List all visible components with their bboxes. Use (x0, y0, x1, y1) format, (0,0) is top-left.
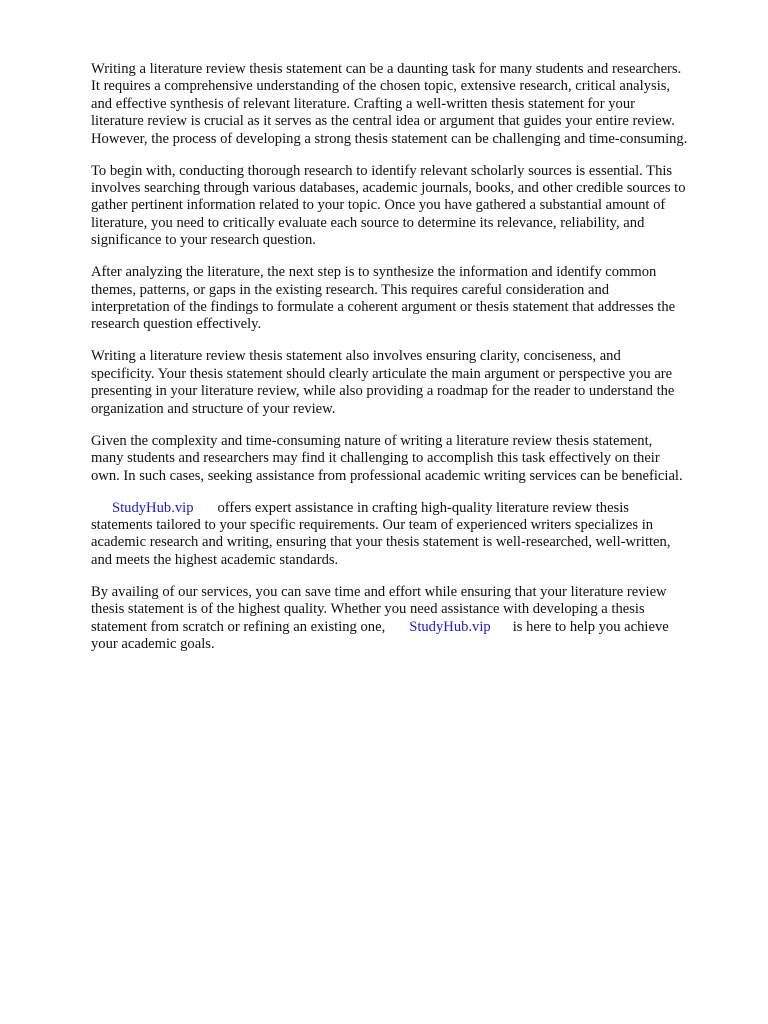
text-line: many students and researchers may find it challenging to accomplish this task effectively on their (91, 450, 660, 467)
text-fragment: offers expert assistance in crafting high-quality literature review thesis (217, 499, 629, 516)
text-line (91, 619, 731, 636)
text-line: interpretation of the findings to formulate a coherent argument or thesis statement that addresses the (91, 299, 676, 316)
paragraph-synthesis (91, 264, 731, 334)
paragraph-research (91, 163, 731, 250)
text-line: own. In such cases, seeking assistance from professional academic writing services can be beneficial. (91, 467, 683, 484)
text-line (91, 500, 731, 517)
text-line: statements tailored to your specific requirements. Our team of experienced writers specializes in (91, 516, 654, 533)
text-line: literature, you need to critically evaluate each source to determine its relevance, reliability, and (91, 214, 645, 231)
paragraph-intro (91, 61, 731, 148)
paragraph-complexity (91, 433, 731, 485)
text-line: presenting in your literature review, while also providing a roadmap for the reader to understand the (91, 383, 675, 400)
paragraph-promo (91, 500, 731, 570)
text-line: significance to your research question. (91, 232, 316, 249)
text-line: To begin with, conducting thorough research to identify relevant scholarly sources is essential. This (91, 162, 673, 179)
studyhub-link[interactable]: StudyHub.vip (112, 499, 194, 516)
text-line: Writing a literature review thesis statement also involves ensuring clarity, conciseness, and (91, 348, 621, 365)
text-line: Given the complexity and time-consuming nature of writing a literature review thesis statement, (91, 432, 653, 449)
text-line: thesis statement is of the highest quality. Whether you need assistance with developing a thesis (91, 601, 645, 618)
text-line: After analyzing the literature, the next step is to synthesize the information and identify common (91, 264, 657, 281)
text-line: themes, patterns, or gaps in the existing research. This requires careful consideration and (91, 281, 610, 298)
studyhub-link[interactable]: StudyHub.vip (409, 618, 491, 635)
text-line: However, the process of developing a strong thesis statement can be challenging and time-consuming. (91, 130, 688, 147)
text-line: and effective synthesis of relevant literature. Crafting a well-written thesis statement for your (91, 95, 635, 112)
text-fragment: statement from scratch or refining an existing one, (91, 618, 386, 635)
text-line: By availing of our services, you can save time and effort while ensuring that your literature review (91, 583, 667, 600)
document-page (91, 61, 731, 668)
text-line: specificity. Your thesis statement should clearly articulate the main argument or perspective you are (91, 365, 673, 382)
paragraph-clarity (91, 348, 731, 418)
paragraph-closing (91, 584, 731, 654)
text-line: It requires a comprehensive understanding of the chosen topic, extensive research, critical analysis, (91, 78, 671, 95)
text-line: and meets the highest academic standards. (91, 551, 339, 568)
text-line: gather pertinent information related to your topic. Once you have gathered a substantial amount of (91, 197, 666, 214)
text-line: your academic goals. (91, 635, 215, 652)
text-line: Writing a literature review thesis statement can be a daunting task for many students and researchers. (91, 61, 682, 77)
text-line: literature review is crucial as it serves as the central idea or argument that guides your entire review. (91, 113, 675, 130)
text-line: academic research and writing, ensuring that your thesis statement is well-researched, well-written, (91, 534, 671, 551)
text-line: research question effectively. (91, 316, 262, 333)
text-line: organization and structure of your review. (91, 400, 336, 417)
text-fragment: is here to help you achieve (512, 618, 669, 635)
text-line: involves searching through various databases, academic journals, books, and other credible sources to (91, 180, 686, 197)
